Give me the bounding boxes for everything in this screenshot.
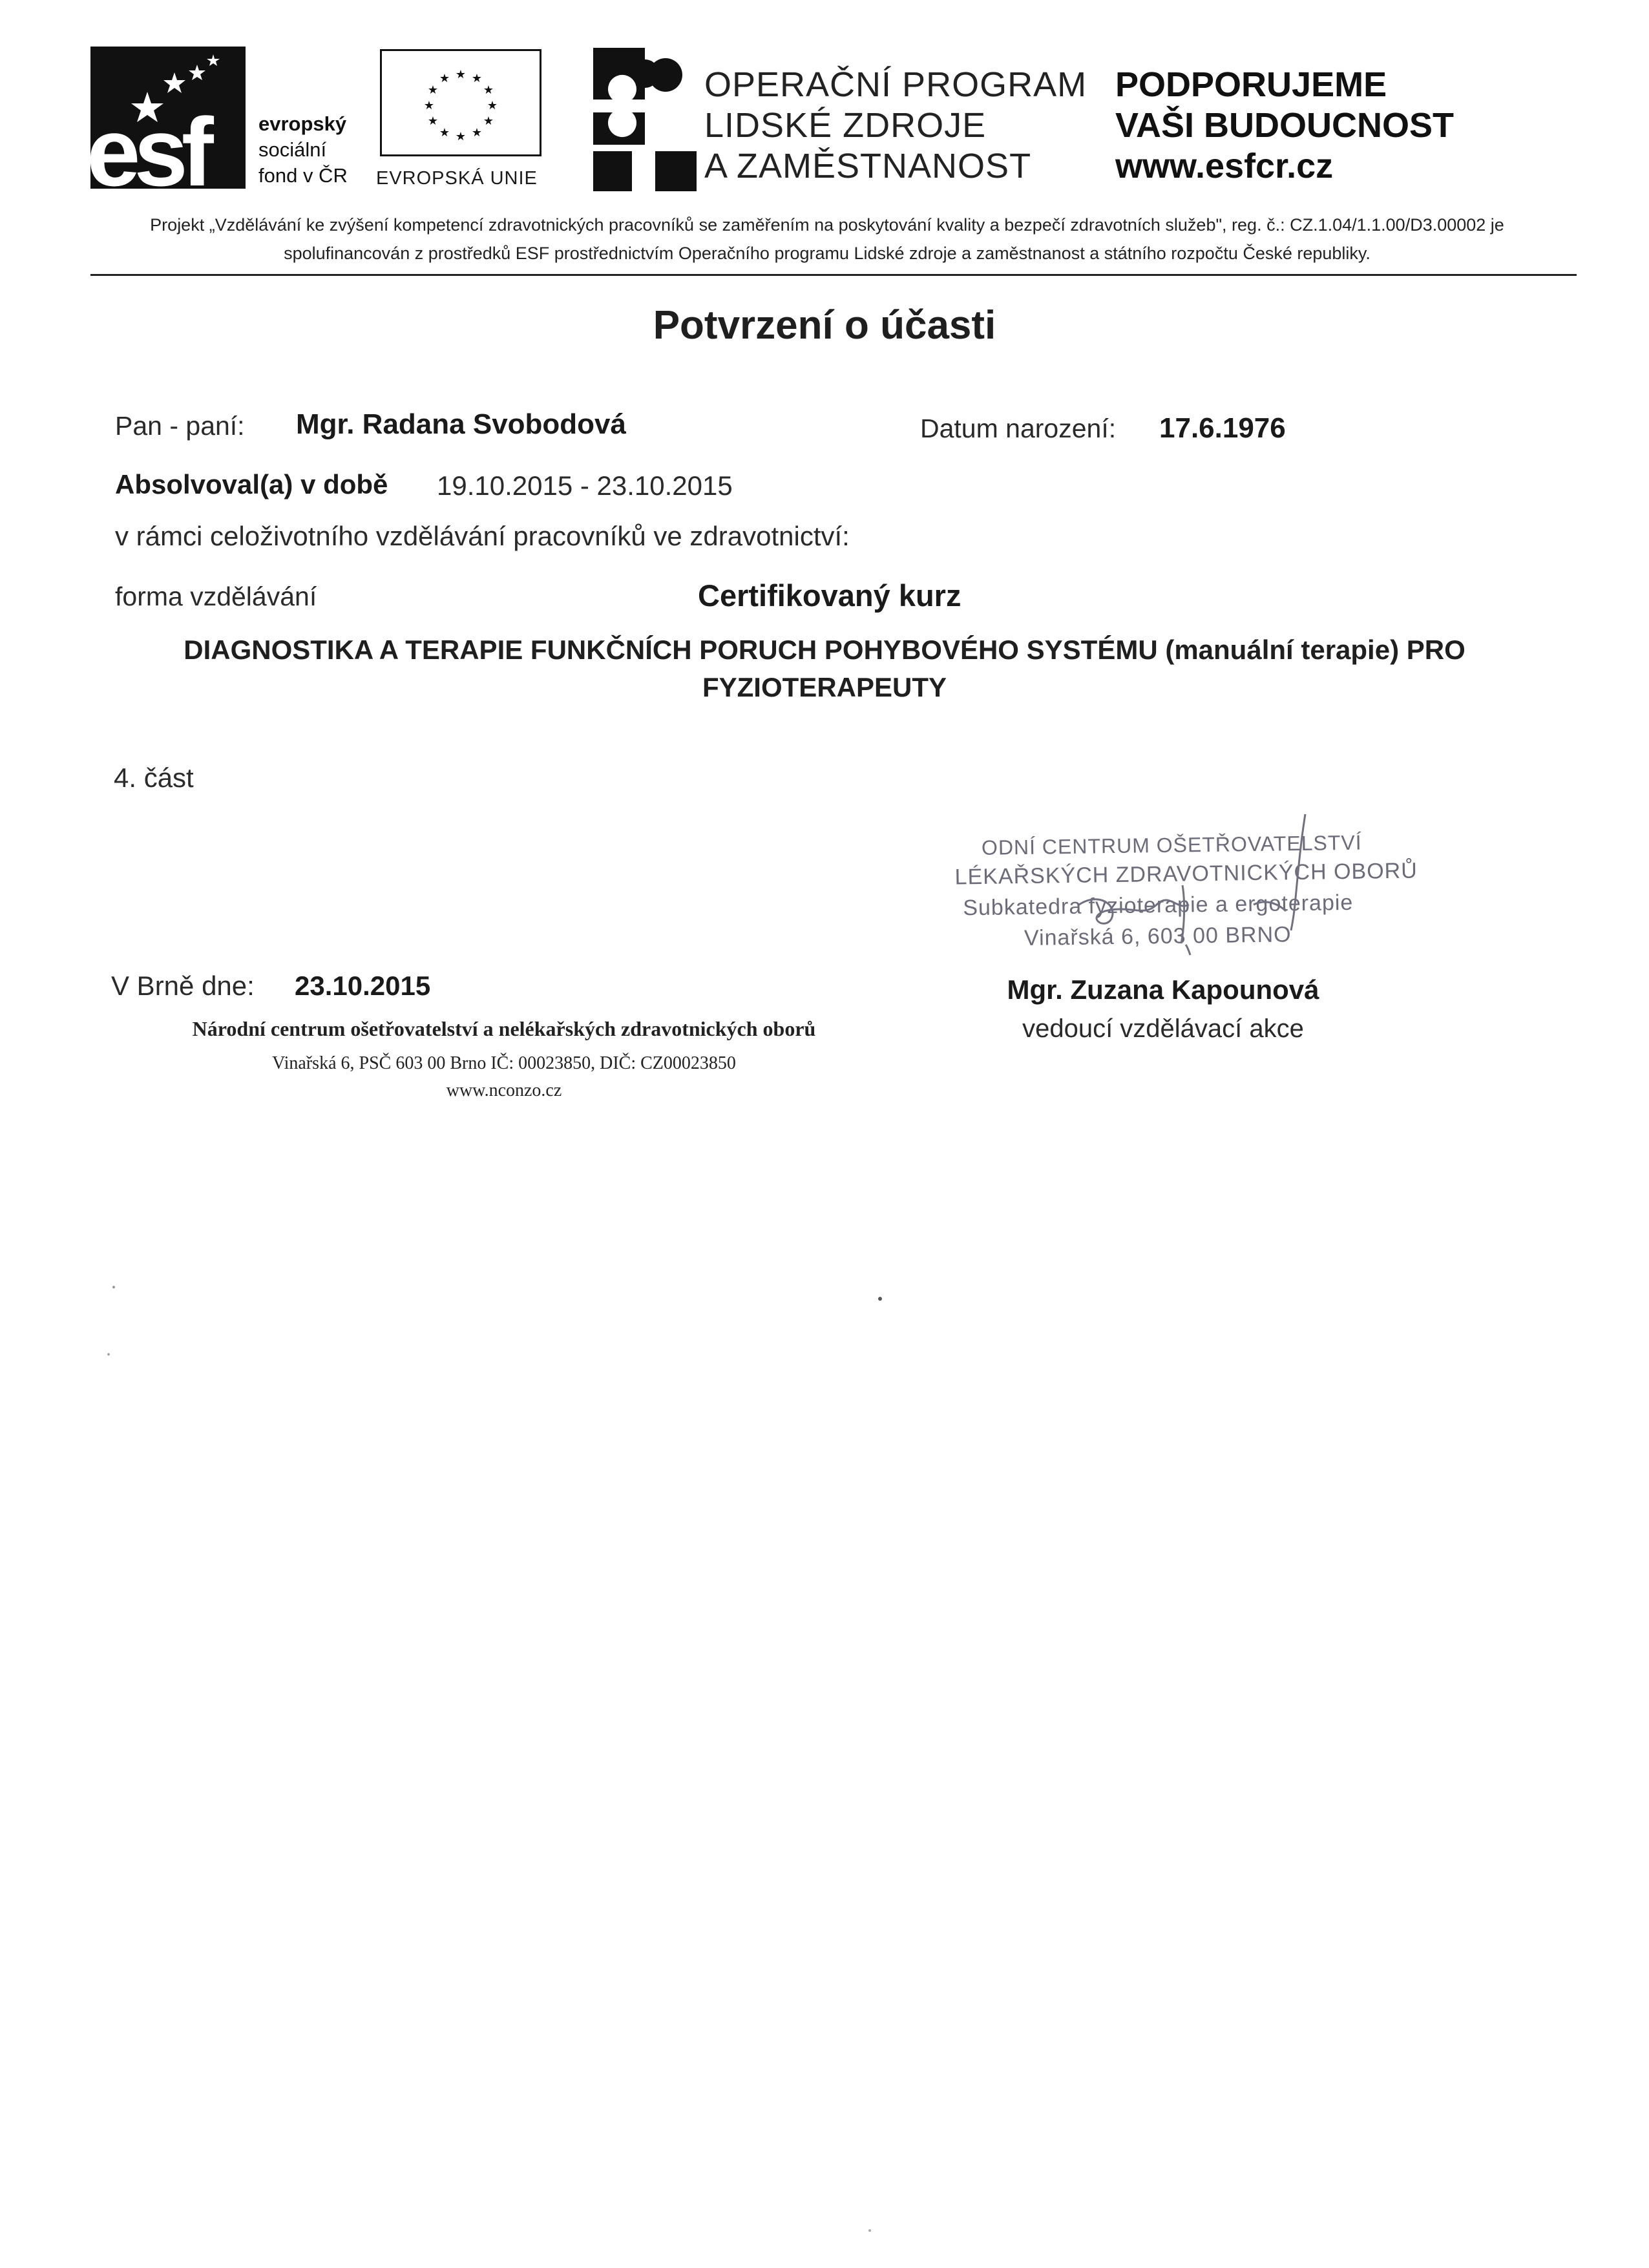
signatory-role: vedoucí vzdělávací akce: [1022, 1014, 1304, 1043]
slogan-line2: VAŠI BUDOUCNOST: [1115, 106, 1455, 145]
svg-text:★: ★: [455, 68, 467, 81]
name-label: Pan - paní:: [115, 411, 245, 441]
op-line1: OPERAČNÍ PROGRAM: [704, 65, 1087, 104]
header-divider: [90, 274, 1577, 276]
esf-website: www.esfcr.cz: [1115, 147, 1334, 185]
op-line3: A ZAMĚSTNANOST: [704, 147, 1032, 185]
stamp-line1: ODNÍ CENTRUM OŠETŘOVATELSTVÍ: [981, 830, 1362, 859]
svg-text:★: ★: [427, 83, 439, 97]
support-slogan: [1115, 65, 1454, 187]
svg-text:★: ★: [483, 83, 494, 97]
esf-line2: sociální: [258, 138, 327, 161]
signatory-name: Mgr. Zuzana Kapounová: [1007, 974, 1319, 1005]
framework-text: v rámci celoživotního vzdělávání pracovníků ve zdravotnictví:: [115, 521, 850, 551]
esf-caption: [258, 111, 348, 189]
birth-date-label: Datum narození:: [920, 414, 1117, 443]
participant-name: Mgr. Radana Svobodová: [296, 408, 626, 440]
course-title-line1: DIAGNOSTIKA A TERAPIE FUNKČNÍCH PORUCH POHYBOVÉHO SYSTÉMU (manuální terapie) PRO: [184, 635, 1465, 665]
handwritten-signature: [1008, 808, 1370, 956]
institution-website: www.nconzo.cz: [446, 1080, 562, 1100]
svg-text:★: ★: [471, 72, 483, 85]
operational-program-title: [704, 65, 1087, 187]
place-label: V Brně dne:: [111, 971, 255, 1001]
svg-text:★: ★: [427, 114, 439, 128]
document-title: Potvrzení o účasti: [653, 303, 996, 348]
op-line2: LIDSKÉ ZDROJE: [704, 106, 987, 145]
institution-name: Národní centrum ošetřovatelství a nelékařských zdravotnických oborů: [192, 1017, 816, 1040]
svg-text:★: ★: [487, 99, 498, 112]
svg-text:★: ★: [483, 114, 494, 128]
svg-text:esf: esf: [90, 98, 207, 189]
course-part: 4. část: [114, 762, 194, 793]
place-date: 23.10.2015: [295, 971, 431, 1001]
stamp-line4: Vinařská 6, 603 00 BRNO: [1024, 922, 1292, 950]
institution-address: Vinařská 6, PSČ 603 00 Brno IČ: 00023850, DIČ: CZ00023850: [272, 1053, 736, 1073]
form-value: Certifikovaný kurz: [698, 578, 961, 613]
project-note-line1: Projekt „Vzdělávání ke zvýšení kompetencí zdravotnických pracovníků se zaměřením na poskytování kvality a bezpečí zdravotních služeb", reg. č.: CZ.1.04/1.1.00/D3.00002 je: [150, 215, 1504, 235]
attended-dates: 19.10.2015 - 23.10.2015: [437, 470, 733, 501]
svg-text:★: ★: [455, 130, 467, 143]
esf-line1: evropský: [258, 112, 347, 135]
esf-logo: [90, 47, 258, 189]
eu-stars-icon: [382, 51, 540, 154]
birth-date-value: 17.6.1976: [1159, 412, 1286, 444]
project-note: [97, 211, 1557, 268]
op-puzzle-logo: [593, 48, 697, 191]
svg-text:★: ★: [439, 126, 450, 140]
stamp-line2: LÉKAŘSKÝCH ZDRAVOTNICKÝCH OBORŮ: [954, 858, 1418, 890]
attended-label: Absolvoval(a) v době: [115, 469, 388, 499]
svg-text:★: ★: [439, 72, 450, 85]
esf-line3: fond v ČR: [258, 164, 348, 187]
slogan-line1: PODPORUJEME: [1115, 65, 1387, 104]
form-label: forma vzdělávání: [115, 582, 317, 611]
eu-caption: EVROPSKÁ UNIE: [376, 168, 538, 189]
course-title-line2: FYZIOTERAPEUTY: [702, 672, 947, 702]
stamp-line3: Subkatedra fyzioterapie a ergoterapie: [963, 890, 1354, 921]
svg-text:★: ★: [423, 99, 435, 112]
eu-flag: [380, 49, 541, 156]
svg-text:★: ★: [471, 126, 483, 140]
project-note-line2: spolufinancován z prostředků ESF prostřednictvím Operačního programu Lidské zdroje a zaměstnanost a státního rozpočtu České republiky.: [284, 244, 1371, 263]
